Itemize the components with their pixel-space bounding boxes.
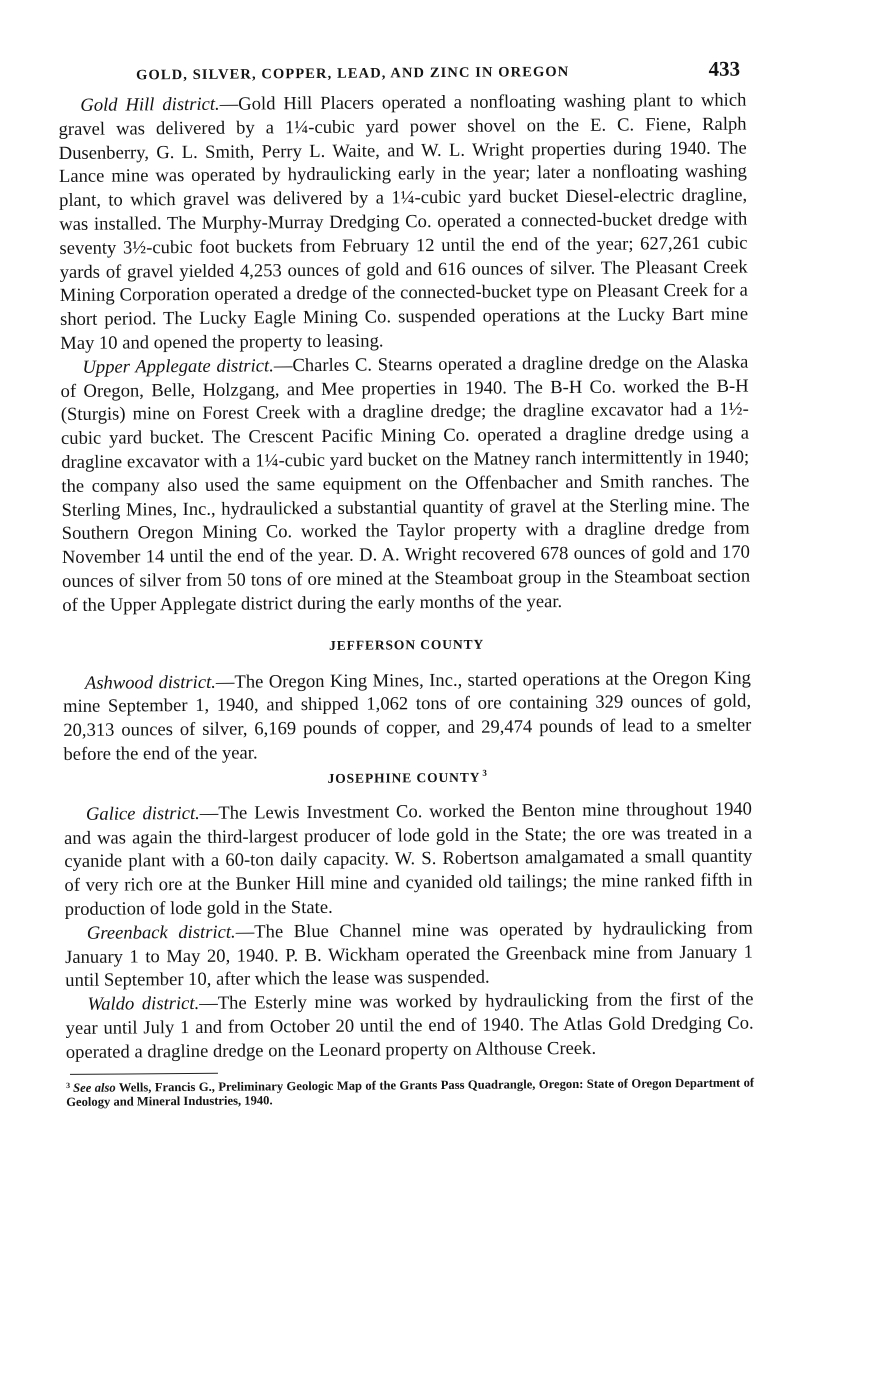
paragraph-ashwood (63, 666, 752, 767)
paragraph-text: —Charles C. Stearns operated a dragline dredge on the Alaska of Oregon, Belle, Holzgang, and Mee properties in 1940. The B-H Co. worked the B-H (Sturgis) mine on Forest Creek with a dragline dredge; the dragline excavator had a 1½-cubic yard bucket. The Crescent Pacific Mining Co. operated a dragline dredge using a dragline excavator with a 1¼-cubic yard bucket on the Matney ranch intermittently in 1940; the company also used the same equipment on the Offenbacher and Smith ranches. The Sterling Mines, Inc., hydraulicked a substantial quantity of gravel at the Sterling mine. The Southern Oregon Mining Co. worked the Taylor property with a dragline dredge from November 14 until the end of the year. D. A. Wright recovered 678 ounces of gold and 170 ounces of silver from 50 tons of ore mined at the Steamboat group in the Steamboat section of the Upper Applegate district during the early months of the year. (60, 351, 751, 616)
paragraph-text: —The Esterly mine was worked by hydraulicking from the first of the year until July 1 and from October 20 until the end of 1940. The Atlas Gold Dredging Co. operated a dragline dredge on the Leonard property on Althouse Creek. (65, 988, 754, 1063)
footnote (66, 1074, 754, 1109)
running-title: GOLD, SILVER, COPPER, LEAD, AND ZINC IN OREGON (136, 63, 570, 84)
paragraph-galice (64, 797, 753, 921)
paragraph-text: —The Lewis Investment Co. worked the Benton mine throughout 1940 and was again the third-largest producer of lode gold in the State; the ore was treated in a cyanide plant with a 60-ton daily capacity. W. S. Robertson amalgamated a small quantity of very rich ore at the Bunker Hill mine and cyanided old tailings; the mine ranked fifth in production of lode gold in the State. (64, 798, 753, 920)
district-name: Upper Applegate district. (82, 355, 274, 378)
paragraph-text: —Gold Hill Placers operated a nonfloating washing plant to which gravel was delivered by a 1¼-cubic yard power shovel on the E. C. Fiene, Ralph Dusenberry, G. L. Smith, Perry L. Waite, and W. L. Wright properties during 1940. The Lance mine was operated by hydraulicking early in the year; later a nonfloating washing plant, to which gravel was delivered by a 1¼-cubic yard bucket Diesel-electric dragline, was installed. The Murphy-Murray Dredging Co. operated a connected-bucket dredge with seventy 3½-cubic foot buckets from February 12 until the end of the year; 627,261 cubic yards of gravel yielded 4,253 ounces of gold and 616 ounces of silver. The Pleasant Creek Mining Corporation operated a dredge of the connected-bucket type on Pleasant Creek for a short period. The Lucky Eagle Mining Co. suspended operations at the Lucky Bart mine May 10 and opened the property to leasing. (58, 89, 749, 354)
paragraph-text: —The Oregon King Mines, Inc., started operations at the Oregon King mine September 1, 1940, and shipped 1,062 tons of ore containing 329 ounces of gold, 20,313 ounces of silver, 6,169 pounds of copper, and 29,474 pounds of lead to a smelter before the end of the year. (63, 667, 752, 765)
book-page (58, 53, 754, 1110)
district-name: Galice district. (85, 802, 200, 825)
district-name: Gold Hill district. (80, 93, 220, 116)
district-name: Waldo district. (87, 993, 200, 1015)
footnote-marker: 3 (66, 1081, 71, 1091)
footnote-rule (70, 1073, 218, 1075)
footnote-reference: 3 (482, 767, 488, 778)
paragraph-waldo (65, 988, 754, 1065)
county-heading-text: JOSEPHINE COUNTY (327, 769, 481, 786)
footnote-see-also: See also (73, 1081, 116, 1096)
district-name: Ashwood district. (84, 671, 216, 694)
paragraph-greenback (65, 916, 754, 993)
district-name: Greenback district. (86, 921, 236, 944)
paragraph-upper-applegate (60, 350, 750, 617)
county-heading-josephine (64, 765, 752, 788)
county-heading-jefferson: JEFFERSON COUNTY (329, 636, 485, 653)
running-head (58, 53, 746, 94)
paragraph-gold-hill (58, 89, 748, 356)
page-number: 433 (708, 56, 741, 81)
footnote-text: Wells, Francis G., Preliminary Geologic Map of the Grants Pass Quadrangle, Oregon: State of Oregon Department of Geology and Mineral Industries, 1940. (66, 1076, 755, 1110)
paragraph-text: —The Blue Channel mine was operated by hydraulicking from January 1 to May 20, 1940. P. B. Wickham operated the Greenback mine from January 1 until September 10, after which the lease was suspended. (64, 917, 754, 992)
